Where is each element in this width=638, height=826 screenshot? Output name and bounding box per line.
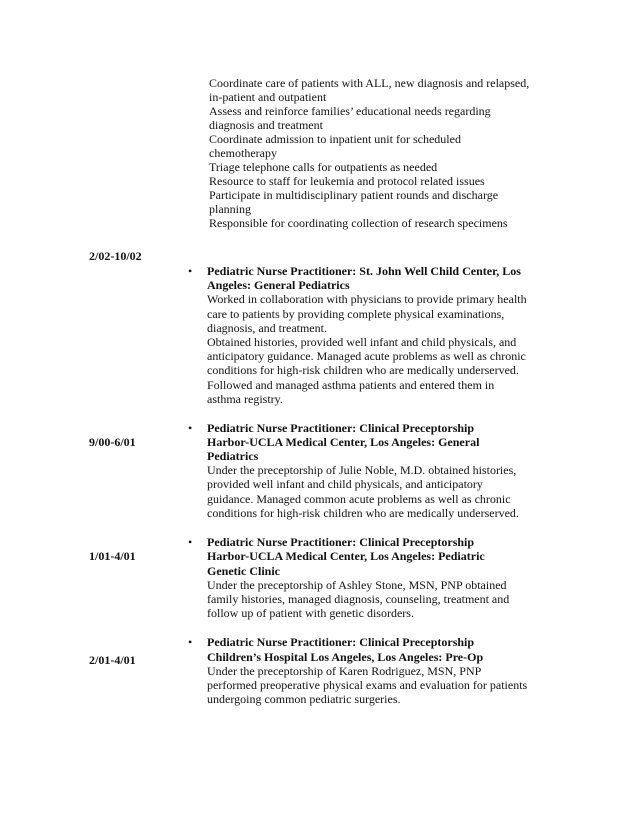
entry-body-line: Under the preceptorship of Ashley Stone, MSN, PNP obtained <box>207 578 507 592</box>
responsibility-line: Responsible for coordinating collection of research specimens <box>209 216 508 230</box>
entry-body-line: Under the preceptorship of Karen Rodriguez, MSN, PNP <box>207 664 482 678</box>
responsibility-line: diagnosis and treatment <box>209 118 323 132</box>
entry-date: 2/01-4/01 <box>89 653 136 667</box>
entry-body-line: Worked in collaboration with physicians to provide primary health <box>207 292 527 306</box>
entry-body-line: provided well infant and child physicals, and anticipatory <box>207 477 483 491</box>
entry-date: 2/02-10/02 <box>89 249 142 263</box>
entry-title: Pediatrics <box>207 449 259 463</box>
entry-title: Harbor-UCLA Medical Center, Los Angeles: General <box>207 435 480 449</box>
entry-body-line: follow up of patient with genetic disorders. <box>207 606 414 620</box>
entry-body-line: performed preoperative physical exams and evaluation for patients <box>207 678 528 692</box>
entry-title: Pediatric Nurse Practitioner: Clinical Preceptorship <box>207 535 475 549</box>
entry-title: Genetic Clinic <box>207 564 280 578</box>
entry-body-line: asthma registry. <box>207 392 283 406</box>
entry-title: Children’s Hospital Los Angeles, Los Angeles: Pre-Op <box>207 650 484 664</box>
entry-body-line: anticipatory guidance. Managed acute problems as well as chronic <box>207 349 526 363</box>
bullet-icon: • <box>188 264 193 278</box>
entry-title: Pediatric Nurse Practitioner: St. John Well Child Center, Los <box>207 264 521 278</box>
responsibility-line: planning <box>209 202 251 216</box>
entry-date: 1/01-4/01 <box>89 549 136 563</box>
entry-body-line: Under the preceptorship of Julie Noble, M.D. obtained histories, <box>207 463 517 477</box>
entry-title: Pediatric Nurse Practitioner: Clinical Preceptorship <box>207 421 475 435</box>
entry-body-line: care to patients by providing complete physical examinations, <box>207 307 505 321</box>
responsibility-line: Resource to staff for leukemia and protocol related issues <box>209 174 485 188</box>
entry-body-line: family histories, managed diagnosis, counseling, treatment and <box>207 592 510 606</box>
bullet-icon: • <box>188 535 193 549</box>
responsibility-line: Assess and reinforce families’ educational needs regarding <box>209 104 491 118</box>
responsibility-line: Triage telephone calls for outpatients as needed <box>209 160 438 174</box>
entry-body-line: conditions for high-risk children who are medically underserved. <box>207 363 519 377</box>
responsibility-line: Coordinate admission to inpatient unit for scheduled <box>209 132 461 146</box>
entry-body-line: Followed and managed asthma patients and entered them in <box>207 378 495 392</box>
entry-body-line: Obtained histories, provided well infant and child physicals, and <box>207 335 517 349</box>
entry-title: Harbor-UCLA Medical Center, Los Angeles: Pediatric <box>207 549 485 563</box>
responsibility-line: Coordinate care of patients with ALL, new diagnosis and relapsed, <box>209 76 530 90</box>
bullet-icon: • <box>188 421 193 435</box>
bullet-icon: • <box>188 635 193 649</box>
entry-body-line: conditions for high-risk children who are medically underserved. <box>207 506 519 520</box>
entry-title: Pediatric Nurse Practitioner: Clinical Preceptorship <box>207 635 475 649</box>
entry-title: Angeles: General Pediatrics <box>207 278 350 292</box>
entry-body-line: guidance. Managed common acute problems as well as chronic <box>207 492 511 506</box>
responsibility-line: Participate in multidisciplinary patient rounds and discharge <box>209 188 499 202</box>
entry-body-line: diagnosis, and treatment. <box>207 321 327 335</box>
responsibility-line: chemotherapy <box>209 146 277 160</box>
responsibility-line: in-patient and outpatient <box>209 90 327 104</box>
entry-date: 9/00-6/01 <box>89 435 136 449</box>
entry-body-line: undergoing common pediatric surgeries. <box>207 692 401 706</box>
